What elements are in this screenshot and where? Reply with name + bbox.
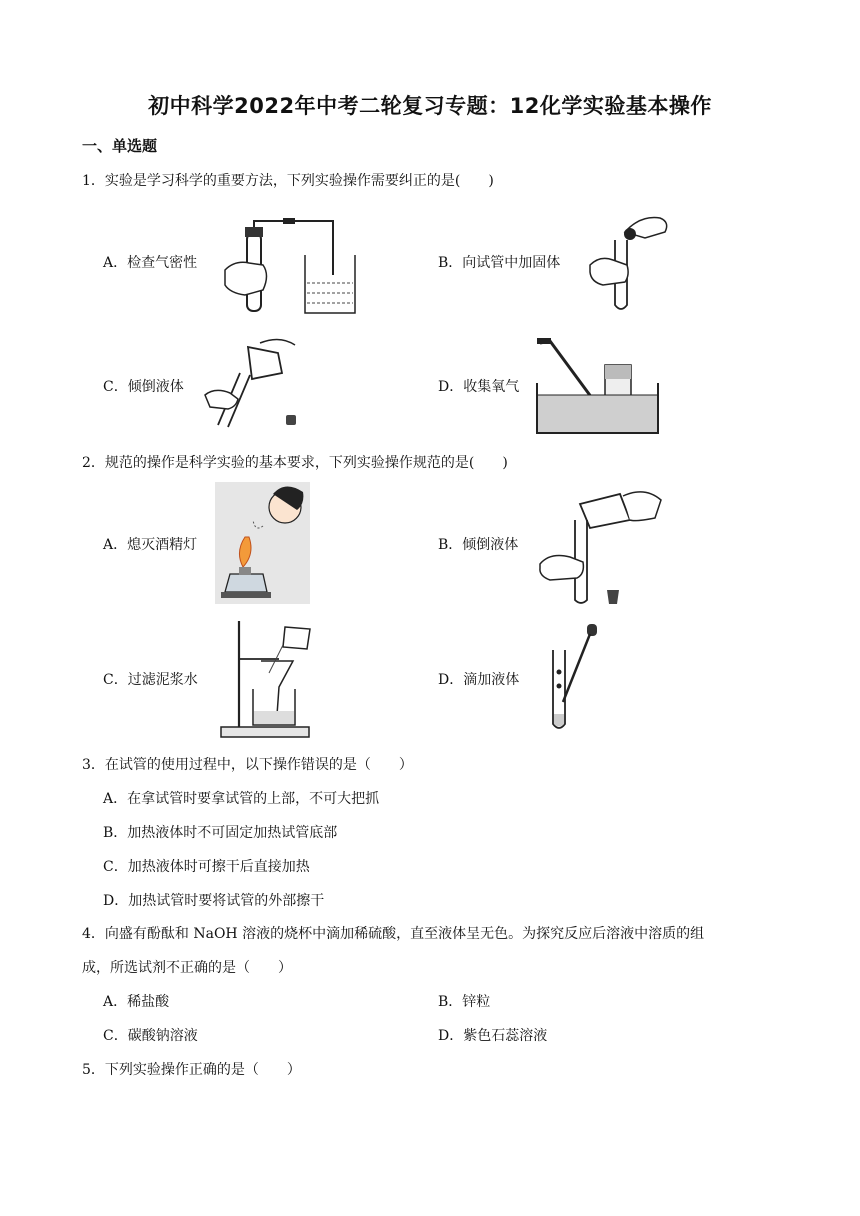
section-heading: 一、单选题	[82, 137, 158, 155]
question-1-stem: 1．实验是学习科学的重要方法，下列实验操作需要纠正的是( )	[82, 173, 494, 189]
q2-option-d[interactable]: D．滴加液体	[438, 672, 520, 688]
question-2-stem: 2．规范的操作是科学实验的基本要求，下列实验操作规范的是( )	[82, 455, 508, 471]
q4-option-a[interactable]: A．稀盐酸	[103, 994, 170, 1010]
q4-option-c[interactable]: C．碳酸钠溶液	[103, 1028, 198, 1044]
add-solid-to-tube-figure	[585, 210, 675, 315]
question-4-stem-line1: 4．向盛有酚酞和 NaOH 溶液的烧杯中滴加稀硫酸，直至液体呈无色。为探究反应后溶液中溶质的组	[82, 926, 705, 942]
collect-oxygen-figure	[535, 333, 660, 435]
pour-liquid-figure-2	[535, 482, 665, 606]
pour-liquid-figure-1	[200, 335, 315, 435]
q1-option-c[interactable]: C．倾倒液体	[103, 379, 184, 395]
extinguish-alcohol-lamp-figure	[215, 482, 310, 604]
q4-option-d[interactable]: D．紫色石蕊溶液	[438, 1028, 548, 1044]
airtightness-check-figure	[215, 215, 360, 320]
q3-option-a[interactable]: A．在拿试管时要拿试管的上部，不可大把抓	[103, 791, 380, 807]
q3-option-d[interactable]: D．加热试管时要将试管的外部擦干	[103, 893, 325, 909]
q2-option-a[interactable]: A．熄灭酒精灯	[103, 537, 198, 553]
q3-option-b[interactable]: B．加热液体时不可固定加热试管底部	[103, 825, 338, 841]
q1-option-a[interactable]: A．检查气密性	[103, 255, 198, 271]
q1-option-d[interactable]: D．收集氧气	[438, 379, 520, 395]
question-4-stem-line2: 成，所选试剂不正确的是（ ）	[82, 960, 292, 976]
q2-option-b[interactable]: B．倾倒液体	[438, 537, 519, 553]
question-5-stem: 5．下列实验操作正确的是（ ）	[82, 1062, 301, 1078]
page-title: 初中科学2022年中考二轮复习专题：12化学实验基本操作	[148, 94, 712, 118]
question-3-stem: 3．在试管的使用过程中，以下操作错误的是（ ）	[82, 757, 413, 773]
q4-option-b[interactable]: B．锌粒	[438, 994, 491, 1010]
q1-option-b[interactable]: B．向试管中加固体	[438, 255, 561, 271]
q3-option-c[interactable]: C．加热液体时可擦干后直接加热	[103, 859, 310, 875]
drop-liquid-figure	[535, 622, 605, 734]
filter-muddy-water-figure	[215, 617, 315, 741]
q2-option-c[interactable]: C．过滤泥浆水	[103, 672, 198, 688]
